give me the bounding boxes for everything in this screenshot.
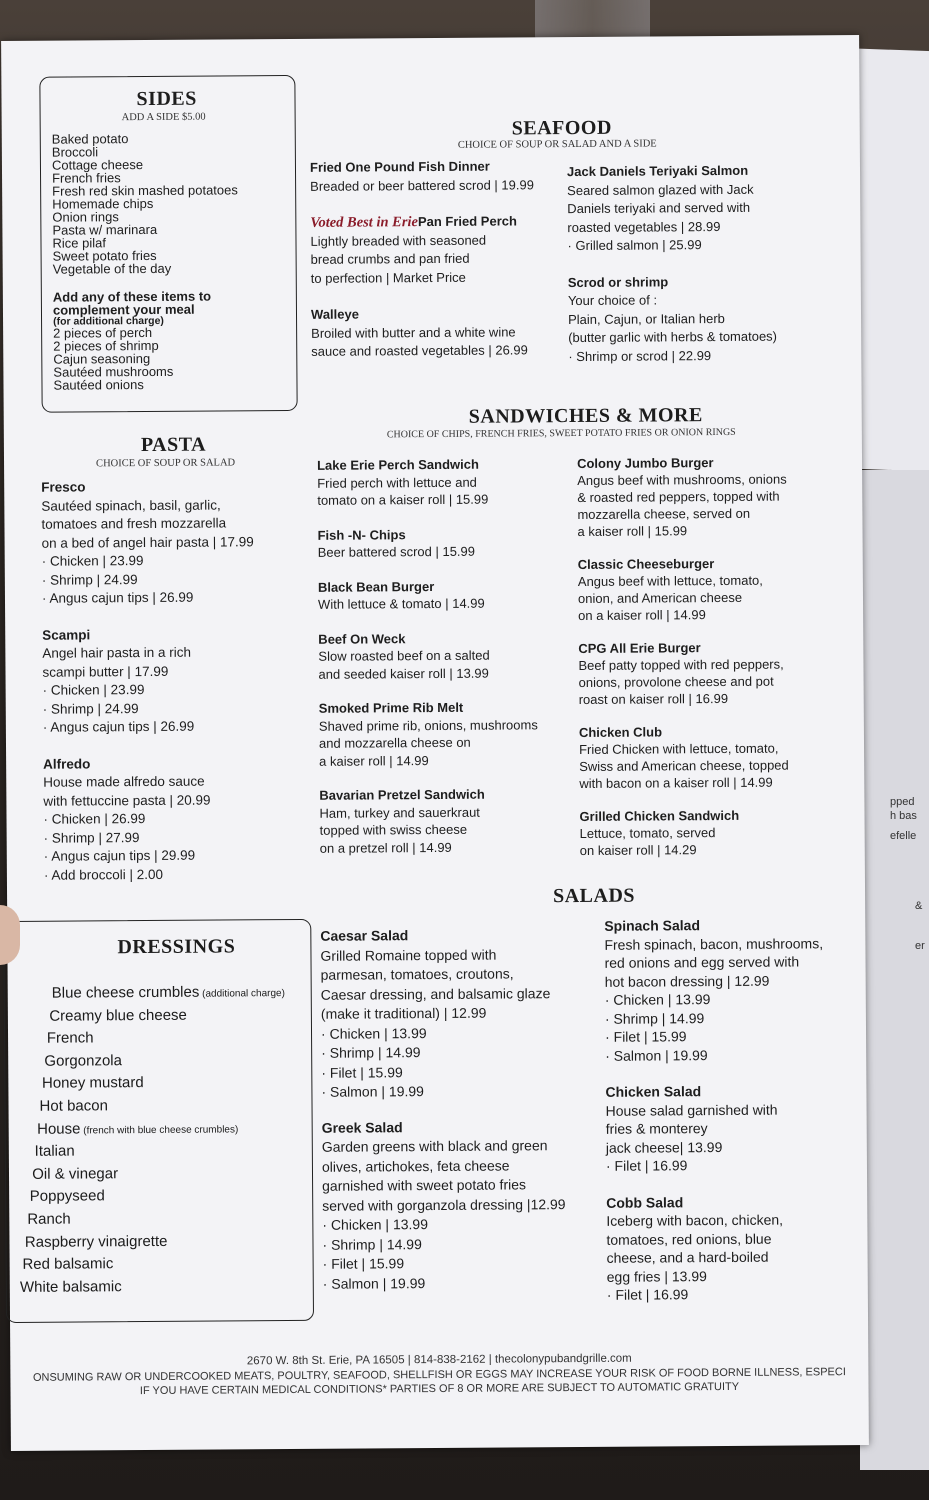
dish-description-line: and seeded kaiser roll | 13.99: [318, 665, 489, 682]
dish-description-line: tomatoes, red onions, blue: [606, 1230, 772, 1248]
side-item: French fries: [51, 170, 121, 186]
dish-description-line: · Chicken | 26.99: [43, 811, 146, 827]
dish-description-line: scampi butter | 17.99: [42, 663, 169, 680]
sides-title: SIDES: [136, 87, 197, 111]
dish-description-line: Angus beef with mushrooms, onions: [577, 471, 787, 489]
dish-description-line: on kaiser roll | 14.29: [579, 842, 697, 858]
dish-description-line: & roasted red peppers, topped with: [577, 488, 780, 506]
dressing-item: [37, 1119, 238, 1137]
dish-name: [41, 477, 253, 497]
dressing-name: Gorgonzola: [44, 1051, 123, 1070]
footer-warning-line-1: ONSUMING RAW OR UNDERCOOKED MEATS, POULTRY, SEAFOOD, SHELLFISH OR EGGS MAY INCREASE YOUR RISK OF FOOD BORNE ILLNESS, ESPECI: [32, 1366, 846, 1384]
spacer: [605, 1063, 824, 1083]
salads-left-column: [320, 925, 566, 1294]
sides-addons-list: [53, 326, 173, 392]
salads-title: SALADS: [552, 884, 636, 908]
dish-name: [579, 723, 789, 741]
spacer: [319, 681, 538, 700]
dish-description-line: olives, artichokes, feta cheese: [321, 1156, 510, 1175]
side-item: Fresh red skin mashed potatoes: [52, 182, 238, 199]
dish-description-line: · Shrimp | 27.99: [43, 829, 140, 846]
dish-description-line: Lightly breaded with seasoned: [310, 232, 487, 249]
spacer: [42, 607, 254, 626]
dish-description-line: with fettuccine pasta | 20.99: [43, 792, 211, 809]
dish-title: Grilled Chicken Sandwich: [579, 807, 740, 824]
dish-title: Chicken Salad: [605, 1083, 702, 1100]
dish-description-line: on a kaiser roll | 14.99: [578, 607, 706, 623]
dressing-item: [20, 1278, 122, 1296]
voted-best-badge: Voted Best in Erie: [310, 214, 418, 231]
dressing-item: [32, 1165, 118, 1183]
spacer: [318, 560, 537, 579]
spacer: [317, 508, 536, 527]
dish-name: [310, 157, 534, 177]
dressing-note: (french with blue cheese crumbles): [80, 1123, 239, 1137]
dish-title: Colony Jumbo Burger: [576, 455, 714, 472]
dressing-name: Blue cheese crumbles: [51, 983, 200, 1002]
dressing-name: Ranch: [27, 1210, 71, 1228]
dish-name: [318, 577, 537, 596]
spacer: [310, 194, 534, 214]
seafood-left-column: [310, 157, 535, 361]
dish-description-line: Slow roasted beef on a salted: [318, 647, 490, 664]
dressing-item: [42, 1074, 144, 1092]
dish-description-line: fries & monterey: [605, 1120, 708, 1137]
dish-description-line: House made alfredo sauce: [43, 773, 205, 790]
dressing-name: Oil & vinegar: [32, 1165, 119, 1183]
sandwiches-right-column: [577, 454, 789, 859]
dish-description-line: · Chicken | 23.99: [41, 553, 144, 569]
dish-description-line: · Angus cajun tips | 26.99: [41, 589, 194, 606]
pasta-title: PASTA: [140, 433, 207, 457]
dish-name: [319, 785, 538, 804]
dish-description-line: Angel hair pasta in a rich: [42, 644, 192, 661]
dish-name: [579, 807, 789, 825]
dressing-item: [25, 1232, 168, 1250]
dish-description-line: · Angus cajun tips | 26.99: [42, 718, 195, 735]
dressing-name: Raspberry vinaigrette: [24, 1232, 168, 1251]
side-item: Onion rings: [52, 209, 119, 225]
seafood-title: SEAFOOD: [511, 116, 612, 140]
dish-description-line: House salad garnished with: [605, 1101, 778, 1119]
dish-description-line: · Chicken | 23.99: [42, 682, 145, 698]
dressings-title: DRESSINGS: [117, 935, 236, 959]
dish-title: Black Bean Burger: [317, 578, 435, 595]
spacer: [578, 623, 788, 640]
side-item: Broccoli: [51, 144, 99, 160]
background-fragment: er: [915, 940, 925, 952]
dish-name: [311, 304, 535, 324]
pasta-list: [41, 477, 256, 884]
side-item: Baked potato: [51, 131, 129, 147]
spacer: [578, 539, 788, 556]
dish-name: [43, 754, 255, 774]
sandwiches-subtitle: CHOICE OF CHIPS, FRENCH FRIES, SWEET POTATO FRIES OR ONION RINGS: [386, 426, 736, 441]
dish-name: [310, 212, 534, 232]
pasta-subtitle: CHOICE OF SOUP OR SALAD: [96, 457, 236, 470]
dish-description-line: to perfection | Market Price: [310, 269, 466, 286]
dish-name: [319, 698, 538, 717]
dish-name: [578, 555, 788, 573]
dish-name: [568, 272, 777, 292]
dish-description-line: Broiled with butter and a white wine: [311, 323, 516, 341]
dish-description-line: Seared salmon glazed with Jack: [567, 181, 754, 198]
dish-description-line: · Filet | 15.99: [322, 1255, 405, 1272]
dish-description-line: on a pretzel roll | 14.99: [319, 839, 452, 856]
dish-description-line: onion, and American cheese: [577, 589, 743, 606]
dish-description-line: served with gorganzola dressing |12.99: [322, 1195, 566, 1214]
dish-description-line: Shaved prime rib, onions, mushrooms: [318, 716, 538, 734]
dish-description-line: roasted vegetables | 28.99: [567, 218, 721, 235]
dish-description-line: · Chicken | 13.99: [604, 991, 711, 1008]
addon-item: 2 pieces of perch: [53, 324, 153, 341]
dish-description-line: Plain, Cajun, or Italian herb: [567, 310, 725, 327]
dish-description-line: a kaiser roll | 15.99: [577, 523, 688, 539]
dish-description-line: onions, provolone cheese and pot: [578, 673, 774, 690]
dish-description-line: jack cheese| 13.99: [605, 1138, 723, 1156]
spacer: [311, 286, 535, 306]
spacer: [318, 612, 537, 631]
dish-description-line: · Filet | 16.99: [605, 1157, 688, 1174]
side-item: Rice pilaf: [52, 235, 107, 251]
sides-addon-heading: [53, 290, 211, 317]
dish-title: Fish -N- Chips: [317, 526, 406, 543]
seafood-right-column: [567, 162, 777, 366]
spacer: [579, 707, 789, 724]
dish-description-line: · Salmon | 19.99: [321, 1083, 424, 1100]
dish-description-line: roast on kaiser roll | 16.99: [578, 690, 729, 707]
dish-description-line: Beef patty topped with red peppers,: [578, 656, 784, 673]
dish-description-line: · Chicken | 13.99: [320, 1024, 427, 1042]
dish-description-line: with bacon on a kaiser roll | 14.99: [579, 774, 773, 791]
dish-title: Greek Salad: [321, 1118, 403, 1136]
dish-description-line: · Filet | 16.99: [606, 1286, 689, 1303]
dish-description-line: · Shrimp | 24.99: [42, 700, 139, 717]
dish-name: [577, 454, 787, 472]
dish-title: Scrod or shrimp: [567, 273, 669, 290]
dish-title: Walleye: [310, 306, 359, 322]
dish-description-line: Caesar dressing, and balsamic glaze: [320, 984, 551, 1003]
dish-description-line: · Salmon | 19.99: [605, 1046, 708, 1064]
dish-description-line: red onions and egg served with: [604, 953, 800, 971]
dressing-name: Italian: [34, 1142, 75, 1160]
dressing-name: Creamy blue cheese: [49, 1006, 187, 1025]
spacer: [579, 791, 789, 808]
dressing-item: [39, 1097, 108, 1114]
addon-item: Cajun seasoning: [53, 350, 151, 367]
dressing-item: [47, 1030, 94, 1047]
dish-name: [318, 629, 537, 648]
dressing-name: House: [37, 1120, 81, 1138]
spacer: [568, 254, 777, 273]
dish-description-line: (make it traditional) | 12.99: [320, 1004, 487, 1022]
background-menu-card-lower: [860, 470, 929, 1470]
dish-description-line: Grilled Romaine topped with: [320, 946, 497, 964]
sides-addon-note: (for additional charge): [53, 314, 164, 328]
dish-name: [317, 455, 536, 474]
dish-description-line: · Add broccoli | 2.00: [43, 866, 164, 883]
dish-title: Spinach Salad: [604, 917, 701, 934]
sandwiches-left-column: [317, 455, 539, 857]
dish-description-line: tomatoes and fresh mozzarella: [41, 515, 227, 532]
dish-title: Cobb Salad: [606, 1193, 684, 1211]
dish-description-line: · Shrimp | 14.99: [604, 1009, 705, 1027]
dish-description-line: garnished with sweet potato fries: [322, 1176, 527, 1194]
dish-title: Classic Cheeseburger: [577, 556, 715, 572]
dish-description-line: · Shrimp or scrod | 22.99: [568, 347, 712, 364]
dish-name: [605, 1081, 824, 1101]
dish-description-line: cheese, and a hard-boiled: [606, 1248, 769, 1266]
spacer: [43, 736, 255, 755]
dish-title: Jack Daniels Teriyaki Salmon: [566, 162, 749, 180]
dish-description-line: egg fries | 13.99: [606, 1267, 707, 1285]
dressing-name: Red balsamic: [22, 1255, 114, 1274]
spacer: [319, 768, 538, 787]
background-fragment: efelle: [890, 830, 917, 842]
dish-description-line: · Salmon | 19.99: [322, 1274, 426, 1292]
footer-warning-line-2: IF YOU HAVE CERTAIN MEDICAL CONDITIONS* PARTIES OF 8 OR MORE ARE SUBJECT TO AUTOMATIC GRATUITY: [139, 1380, 740, 1398]
addon-item: 2 pieces of shrimp: [53, 337, 159, 354]
spacer: [606, 1174, 825, 1194]
dish-name: [578, 639, 788, 657]
addon-item: Sautéed mushrooms: [53, 363, 174, 380]
dish-title: Lake Erie Perch Sandwich: [317, 456, 479, 473]
dish-title: Smoked Prime Rib Melt: [318, 699, 464, 716]
dish-description-line: Beer battered scrod | 15.99: [317, 543, 476, 560]
dish-description-line: · Shrimp | 14.99: [321, 1044, 421, 1061]
dressing-item: [22, 1255, 113, 1273]
dish-title: Caesar Salad: [320, 927, 409, 944]
addon-heading-line: complement your meal: [52, 301, 195, 318]
side-item: Cottage cheese: [51, 157, 144, 173]
dish-description-line: · Filet | 15.99: [604, 1028, 687, 1045]
dish-title: Fried One Pound Fish Dinner: [309, 158, 490, 175]
dish-description-line: sauce and roasted vegetables | 26.99: [311, 342, 528, 359]
dish-title: Bavarian Pretzel Sandwich: [319, 786, 485, 803]
dressing-item: [44, 1052, 122, 1070]
dish-description-line: Fresh spinach, bacon, mushrooms,: [604, 934, 824, 953]
dressing-item: [49, 1006, 187, 1024]
dish-title: Scampi: [42, 626, 91, 643]
dressing-item: [30, 1188, 105, 1206]
dish-description-line: · Filet | 15.99: [321, 1063, 403, 1081]
dish-name: [567, 162, 776, 182]
addon-heading-line: Add any of these items to: [52, 288, 212, 305]
dish-description-line: Ham, turkey and sauerkraut: [319, 804, 480, 821]
background-fragment: h bas: [890, 810, 917, 822]
dish-description-line: tomato on a kaiser roll | 15.99: [317, 491, 489, 508]
dish-description-line: Your choice of :: [567, 292, 658, 309]
dish-description-line: With lettuce & tomato | 14.99: [317, 595, 485, 612]
dish-title: CPG All Erie Burger: [578, 640, 701, 656]
dressing-item: [27, 1211, 70, 1228]
dish-description-line: (butter garlic with herbs & tomatoes): [568, 328, 778, 346]
side-item: Sweet potato fries: [52, 247, 157, 264]
dish-name: [42, 625, 254, 645]
dish-description-line: · Chicken | 13.99: [322, 1216, 429, 1233]
dish-description-line: topped with swiss cheese: [319, 821, 468, 838]
dish-description-line: · Shrimp | 14.99: [322, 1235, 422, 1253]
salads-right-column: [604, 915, 825, 1304]
dish-description-line: Fried perch with lettuce and: [317, 474, 477, 491]
background-fragment: &: [915, 900, 923, 912]
dressing-name: Honey mustard: [41, 1074, 144, 1093]
dish-description-line: · Grilled salmon | 25.99: [567, 237, 702, 254]
dressing-item: [52, 983, 285, 1002]
dressing-name: French: [46, 1029, 94, 1047]
dressing-name: Poppyseed: [29, 1187, 105, 1206]
dish-description-line: Garden greens with black and green: [321, 1137, 548, 1155]
dish-description-line: Sautéed spinach, basil, garlic,: [41, 496, 221, 514]
addon-item: Sautéed onions: [53, 377, 144, 393]
side-item: Pasta w/ marinara: [52, 221, 158, 238]
seafood-subtitle: CHOICE OF SOUP OR SALAD AND A SIDE: [457, 138, 657, 151]
menu-page: [1, 35, 869, 1451]
dish-description-line: · Shrimp | 24.99: [41, 571, 138, 588]
dish-title: Beef On Weck: [318, 630, 406, 647]
side-item: Homemade chips: [52, 195, 154, 212]
sandwiches-title: SANDWICHES & MORE: [468, 404, 703, 428]
dish-title: Alfredo: [43, 755, 91, 772]
dish-name: [317, 525, 536, 544]
dish-title: Pan Fried Perch: [417, 213, 517, 230]
dish-description-line: parmesan, tomatoes, croutons,: [320, 965, 514, 983]
dish-title: Fresco: [41, 479, 86, 495]
sides-list: [52, 131, 239, 275]
dish-description-line: and mozzarella cheese on: [318, 734, 471, 751]
dish-description-line: Angus beef with lettuce, tomato,: [577, 572, 763, 589]
background-fragment: pped: [890, 796, 915, 808]
dish-name: [322, 1117, 565, 1138]
dressing-name: White balsamic: [19, 1277, 122, 1296]
footer-address: 2670 W. 8th St. Erie, PA 16505 | 814-838-2162 | thecolonypubandgrille.com: [246, 1352, 632, 1368]
dish-description-line: on a bed of angel hair pasta | 17.99: [41, 533, 254, 551]
dish-description-line: Fried Chicken with lettuce, tomato,: [578, 740, 779, 757]
dressing-name: Hot bacon: [39, 1097, 108, 1115]
dish-description-line: Daniels teriyaki and served with: [567, 199, 751, 217]
sides-subtitle: ADD A SIDE $5.00: [121, 111, 206, 124]
dish-description-line: Iceberg with bacon, chicken,: [606, 1211, 784, 1229]
dressing-note: (additional charge): [199, 988, 285, 1000]
dish-title: Chicken Club: [578, 724, 663, 740]
dressing-item: [35, 1143, 75, 1160]
dish-name: [604, 915, 823, 935]
dish-description-line: mozzarella cheese, served on: [577, 505, 751, 523]
dish-description-line: Lettuce, tomato, served: [579, 825, 716, 841]
dish-description-line: hot bacon dressing | 12.99: [604, 972, 770, 990]
dish-name: [320, 925, 563, 946]
dish-description-line: · Angus cajun tips | 29.99: [43, 847, 196, 864]
dish-description-line: a kaiser roll | 14.99: [319, 752, 429, 769]
dish-name: [606, 1192, 825, 1212]
dish-description-line: bread crumbs and pan fried: [310, 250, 470, 267]
dish-description-line: Swiss and American cheese, topped: [579, 757, 789, 774]
side-item: Vegetable of the day: [52, 260, 172, 277]
spacer: [322, 1101, 565, 1119]
dish-description-line: Breaded or beer battered scrod | 19.99: [310, 176, 534, 194]
